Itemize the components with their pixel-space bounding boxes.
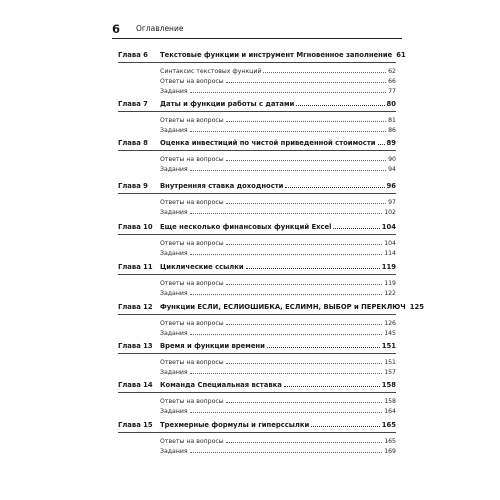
dot-leader xyxy=(190,333,383,335)
chapter-page: 119 xyxy=(381,263,396,271)
chapter-page: 158 xyxy=(381,381,396,389)
section-entry[interactable] xyxy=(160,247,396,257)
section-title: Задания xyxy=(160,290,188,297)
dot-leader xyxy=(226,159,386,161)
section-page: 102 xyxy=(384,209,396,216)
dot-leader xyxy=(226,202,386,204)
chapter-title-row[interactable] xyxy=(160,223,396,231)
page-number: 6 xyxy=(112,22,121,36)
dot-leader xyxy=(226,323,383,325)
chapter-entry xyxy=(118,139,396,173)
section-page: 122 xyxy=(384,290,396,297)
dot-leader xyxy=(226,401,383,403)
section-page: 169 xyxy=(384,448,396,455)
chapter-title: Даты и функции работы с датами xyxy=(160,100,295,108)
chapter-label: Глава 12 xyxy=(118,303,153,311)
section-page: 97 xyxy=(388,199,396,206)
section-entry[interactable] xyxy=(160,237,396,247)
chapter-rule xyxy=(118,111,396,112)
chapter-title-row[interactable] xyxy=(160,100,396,108)
chapter-label: Глава 11 xyxy=(118,263,153,271)
section-title: Задания xyxy=(160,88,188,95)
chapter-rule xyxy=(118,62,396,63)
section-entry[interactable] xyxy=(160,366,396,376)
chapter-rule xyxy=(118,432,396,433)
chapter-rule xyxy=(118,193,396,194)
chapter-page: 80 xyxy=(386,100,396,108)
chapter-entry xyxy=(118,381,396,415)
chapter-page: 89 xyxy=(386,139,396,147)
section-entry[interactable] xyxy=(160,277,396,287)
section-title: Ответы на вопросы xyxy=(160,438,224,445)
section-entry[interactable] xyxy=(160,153,396,163)
chapter-page: 165 xyxy=(381,421,396,429)
section-title: Задания xyxy=(160,166,188,173)
dot-leader xyxy=(190,130,387,132)
dot-leader xyxy=(190,372,383,374)
section-entry[interactable] xyxy=(160,85,396,95)
chapter-page: 104 xyxy=(381,223,396,231)
chapter-title: Функции ЕСЛИ, ЕСЛИОШИБКА, ЕСЛИМН, ВЫБОР и ПЕРЕКЛЮЧ xyxy=(160,303,406,311)
section-entry[interactable] xyxy=(160,405,396,415)
section-page: 66 xyxy=(388,78,396,85)
dot-leader xyxy=(267,346,380,348)
chapter-page: 61 xyxy=(396,51,406,59)
section-title: Ответы на вопросы xyxy=(160,280,224,287)
section-title: Ответы на вопросы xyxy=(160,240,224,247)
section-page: 90 xyxy=(388,156,396,163)
chapter-title-row[interactable] xyxy=(160,381,396,389)
running-title: Оглавление xyxy=(136,24,184,33)
chapter-entry xyxy=(118,303,424,337)
dot-leader xyxy=(333,227,379,229)
dot-leader xyxy=(296,104,384,106)
dot-leader xyxy=(190,91,387,93)
section-entry[interactable] xyxy=(160,327,396,337)
section-entry[interactable] xyxy=(160,114,396,124)
section-entry[interactable] xyxy=(160,445,396,455)
section-page: 165 xyxy=(384,438,396,445)
section-title: Ответы на вопросы xyxy=(160,199,224,206)
section-page: 104 xyxy=(384,240,396,247)
chapter-entry xyxy=(118,263,396,297)
section-title: Задания xyxy=(160,330,188,337)
chapter-title: Еще несколько финансовых функций Excel xyxy=(160,223,332,231)
chapter-rule xyxy=(118,314,396,315)
chapter-title-row[interactable] xyxy=(160,182,396,190)
chapter-title-row[interactable] xyxy=(160,51,406,59)
dot-leader xyxy=(263,71,386,73)
section-title: Ответы на вопросы xyxy=(160,359,224,366)
section-title: Задания xyxy=(160,250,188,257)
section-page: 157 xyxy=(384,369,396,376)
chapter-title-row[interactable] xyxy=(160,303,424,311)
chapter-page: 125 xyxy=(409,303,424,311)
dot-leader xyxy=(246,267,380,269)
section-entry[interactable] xyxy=(160,356,396,366)
section-entry[interactable] xyxy=(160,65,396,75)
chapter-rule xyxy=(118,274,396,275)
section-page: 126 xyxy=(384,320,396,327)
section-title: Задания xyxy=(160,448,188,455)
chapter-title: Трехмерные формулы и гиперссылки xyxy=(160,421,310,429)
dot-leader xyxy=(226,81,386,83)
section-entry[interactable] xyxy=(160,287,396,297)
dot-leader xyxy=(190,451,383,453)
section-title: Задания xyxy=(160,369,188,376)
chapter-title-row[interactable] xyxy=(160,342,396,350)
chapter-label: Глава 6 xyxy=(118,51,148,59)
dot-leader xyxy=(285,186,384,188)
chapter-title: Время и функции времени xyxy=(160,342,265,350)
section-page: 151 xyxy=(384,359,396,366)
section-page: 158 xyxy=(384,398,396,405)
chapter-title: Циклические ссылки xyxy=(160,263,244,271)
chapter-title: Команда Специальная вставка xyxy=(160,381,282,389)
section-page: 114 xyxy=(384,250,396,257)
chapter-title-row[interactable] xyxy=(160,139,396,147)
chapter-entry xyxy=(118,421,396,455)
chapter-label: Глава 7 xyxy=(118,100,148,108)
dot-leader xyxy=(190,169,387,171)
chapter-entry xyxy=(118,342,396,376)
chapter-label: Глава 9 xyxy=(118,182,148,190)
section-title: Ответы на вопросы xyxy=(160,78,224,85)
dot-leader xyxy=(311,425,380,427)
dot-leader xyxy=(190,212,383,214)
section-title: Ответы на вопросы xyxy=(160,156,224,163)
chapter-rule xyxy=(118,392,396,393)
chapter-title: Оценка инвестиций по чистой приведенной стоимости xyxy=(160,139,376,147)
section-title: Задания xyxy=(160,127,188,134)
section-title: Ответы на вопросы xyxy=(160,117,224,124)
chapter-rule xyxy=(118,353,396,354)
section-title: Задания xyxy=(160,408,188,415)
section-page: 145 xyxy=(384,330,396,337)
chapter-entry xyxy=(118,51,406,95)
chapter-label: Глава 8 xyxy=(118,139,148,147)
section-entry[interactable] xyxy=(160,317,396,327)
dot-leader xyxy=(226,283,383,285)
dot-leader xyxy=(190,411,383,413)
section-entry[interactable] xyxy=(160,395,396,405)
dot-leader xyxy=(284,385,380,387)
dot-leader xyxy=(226,120,386,122)
dot-leader xyxy=(190,253,383,255)
chapter-entry xyxy=(118,223,396,257)
page-header xyxy=(112,24,402,39)
chapter-label: Глава 14 xyxy=(118,381,153,389)
dot-leader xyxy=(378,143,385,145)
chapter-label: Глава 13 xyxy=(118,342,153,350)
chapter-title-row[interactable] xyxy=(160,421,396,429)
section-page: 94 xyxy=(388,166,396,173)
chapter-label: Глава 15 xyxy=(118,421,153,429)
chapter-page: 96 xyxy=(386,182,396,190)
chapter-title: Внутренняя ставка доходности xyxy=(160,182,284,190)
chapter-rule xyxy=(118,234,396,235)
section-title: Задания xyxy=(160,209,188,216)
chapter-rule xyxy=(118,150,396,151)
section-title: Ответы на вопросы xyxy=(160,398,224,405)
section-entry[interactable] xyxy=(160,75,396,85)
chapter-title-row[interactable] xyxy=(160,263,396,271)
section-page: 164 xyxy=(384,408,396,415)
dot-leader xyxy=(226,362,383,364)
section-title: Ответы на вопросы xyxy=(160,320,224,327)
section-page: 81 xyxy=(388,117,396,124)
section-page: 62 xyxy=(388,68,396,75)
chapter-title: Текстовые функции и инструмент Мгновенное заполнение xyxy=(160,51,393,59)
chapter-entry xyxy=(118,100,396,134)
chapter-label: Глава 10 xyxy=(118,223,153,231)
section-entry[interactable] xyxy=(160,163,396,173)
section-page: 86 xyxy=(388,127,396,134)
dot-leader xyxy=(190,293,383,295)
section-entry[interactable] xyxy=(160,206,396,216)
chapter-page: 151 xyxy=(381,342,396,350)
section-title: Синтаксис текстовых функций xyxy=(160,68,262,75)
section-entry[interactable] xyxy=(160,435,396,445)
dot-leader xyxy=(226,243,383,245)
section-page: 77 xyxy=(388,88,396,95)
section-entry[interactable] xyxy=(160,124,396,134)
chapter-entry xyxy=(118,182,396,216)
dot-leader xyxy=(226,441,383,443)
section-page: 119 xyxy=(384,280,396,287)
section-entry[interactable] xyxy=(160,196,396,206)
